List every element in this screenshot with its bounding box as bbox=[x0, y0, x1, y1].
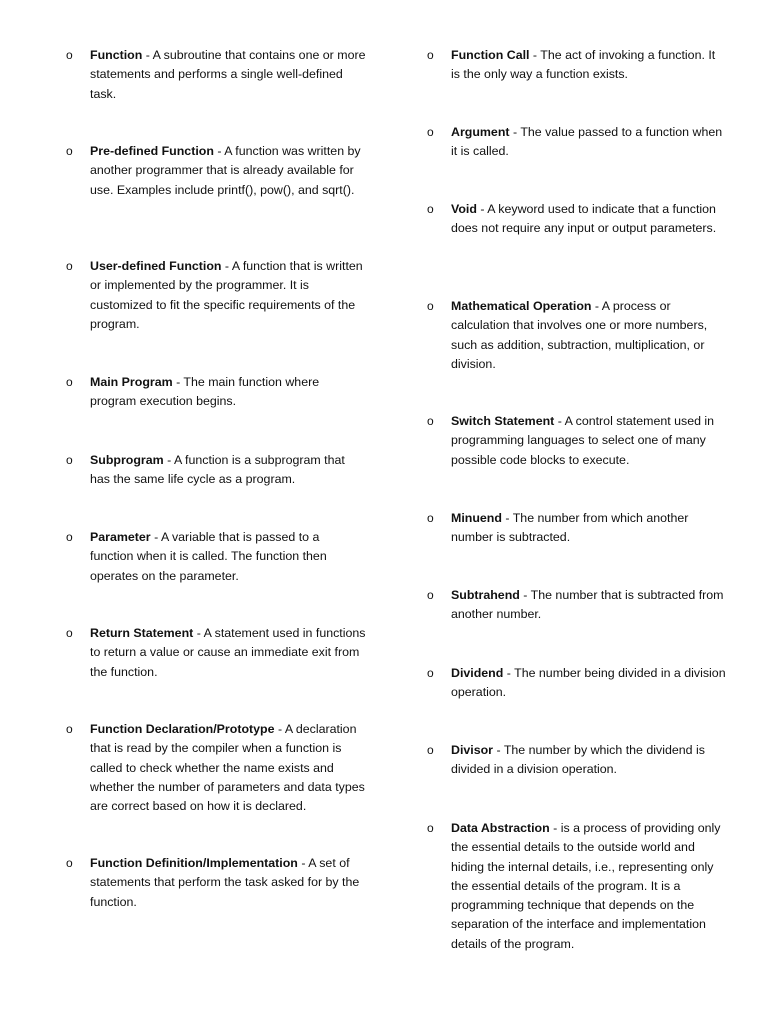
entry-definition: A process or calculation that involves one or more numbers, such as addition, subtraction, multiplication, or division. bbox=[451, 299, 708, 371]
entry-separator: - bbox=[297, 856, 309, 870]
entry-definition: A control statement used in programming languages to select one of many possible code blocks to execute. bbox=[451, 414, 715, 467]
entry-separator: - bbox=[193, 626, 204, 640]
entry-definition: The number being divided in a division operation. bbox=[451, 666, 726, 700]
bullet-marker: o bbox=[66, 144, 73, 158]
entry-separator: - bbox=[554, 414, 565, 428]
entry-text bbox=[451, 664, 727, 703]
entry-term: Pre-defined Function bbox=[90, 144, 214, 158]
entry-separator: - bbox=[493, 743, 504, 757]
entry-separator: - bbox=[213, 144, 225, 158]
bullet-marker: o bbox=[427, 821, 434, 835]
entry-term: Argument bbox=[451, 125, 510, 139]
entry-separator: - bbox=[503, 666, 515, 680]
entry-text bbox=[451, 741, 727, 780]
entry-text bbox=[451, 586, 727, 625]
entry-term: Minuend bbox=[451, 511, 502, 525]
bullet-marker: o bbox=[427, 511, 434, 525]
bullet-marker: o bbox=[66, 530, 73, 544]
entry-separator: - bbox=[519, 588, 531, 602]
entry-separator: - bbox=[163, 453, 174, 467]
bullet-marker: o bbox=[427, 202, 434, 216]
entry-separator: - bbox=[172, 375, 184, 389]
entry-term: User-defined Function bbox=[90, 259, 222, 273]
entry-separator: - bbox=[274, 722, 285, 736]
entry-text bbox=[90, 451, 366, 490]
entry-separator: - bbox=[142, 48, 153, 62]
bullet-marker: o bbox=[427, 588, 434, 602]
entry-term: Void bbox=[451, 202, 477, 216]
entry-term: Return Statement bbox=[90, 626, 194, 640]
bullet-marker: o bbox=[427, 743, 434, 757]
entry-separator: - bbox=[150, 530, 161, 544]
entry-separator: - bbox=[476, 202, 488, 216]
entry-definition: The value passed to a function when it is called. bbox=[451, 125, 723, 159]
entry-term: Function Declaration/Prototype bbox=[90, 722, 275, 736]
entry-text bbox=[451, 819, 727, 954]
entry-text bbox=[90, 257, 366, 334]
bullet-marker: o bbox=[427, 666, 434, 680]
bullet-marker: o bbox=[66, 48, 73, 62]
entry-text bbox=[90, 528, 366, 586]
entry-text bbox=[451, 297, 727, 374]
entry-definition: A subroutine that contains one or more statements and performs a single well-defined task. bbox=[90, 48, 366, 101]
entry-term: Subprogram bbox=[90, 453, 164, 467]
entry-definition: is a process of providing only the essential details to the outside world and hiding the internal details, i.e., representing only the essential details of the program. It is a programming technique that depends on the separation of the interface and implementation details of the program. bbox=[451, 821, 721, 951]
entry-separator: - bbox=[591, 299, 602, 313]
entry-term: Subtrahend bbox=[451, 588, 520, 602]
entry-text bbox=[90, 142, 366, 200]
bullet-marker: o bbox=[66, 259, 73, 273]
entry-definition: The act of invoking a function. It is the only way a function exists. bbox=[451, 48, 716, 82]
entry-separator: - bbox=[549, 821, 561, 835]
bullet-marker: o bbox=[66, 856, 73, 870]
bullet-marker: o bbox=[66, 722, 73, 736]
entry-term: Function Definition/Implementation bbox=[90, 856, 298, 870]
entry-definition: A declaration that is read by the compiler when a function is called to check whether the name exists and whether the number of parameters and data types are correct based on how it is declared. bbox=[90, 722, 365, 814]
entry-text bbox=[451, 509, 727, 548]
bullet-marker: o bbox=[427, 414, 434, 428]
entry-term: Main Program bbox=[90, 375, 173, 389]
entry-definition: The number that is subtracted from another number. bbox=[451, 588, 724, 622]
entry-text bbox=[90, 373, 366, 412]
entry-term: Function Call bbox=[451, 48, 530, 62]
entry-term: Parameter bbox=[90, 530, 151, 544]
entry-text bbox=[451, 46, 727, 85]
entry-text bbox=[90, 720, 366, 816]
entry-term: Function bbox=[90, 48, 143, 62]
bullet-marker: o bbox=[66, 453, 73, 467]
entry-term: Data Abstraction bbox=[451, 821, 550, 835]
entry-definition: A variable that is passed to a function when it is called. The function then operates on the parameter. bbox=[90, 530, 327, 583]
entry-text bbox=[451, 200, 727, 239]
entry-separator: - bbox=[529, 48, 541, 62]
entry-term: Divisor bbox=[451, 743, 494, 757]
entry-text bbox=[90, 46, 366, 104]
entry-definition: A keyword used to indicate that a function does not require any input or output parameters. bbox=[451, 202, 717, 236]
entry-separator: - bbox=[501, 511, 513, 525]
entry-definition: A set of statements that perform the task asked for by the function. bbox=[90, 856, 360, 909]
entry-term: Switch Statement bbox=[451, 414, 555, 428]
entry-definition: A function is a subprogram that has the same life cycle as a program. bbox=[90, 453, 345, 487]
entry-separator: - bbox=[509, 125, 521, 139]
entry-term: Dividend bbox=[451, 666, 504, 680]
entry-text bbox=[90, 854, 366, 912]
entry-separator: - bbox=[221, 259, 232, 273]
entry-definition: A statement used in functions to return a value or cause an immediate exit from the function. bbox=[90, 626, 366, 679]
entry-text bbox=[451, 412, 727, 470]
entry-term: Mathematical Operation bbox=[451, 299, 592, 313]
entry-text bbox=[90, 624, 366, 682]
bullet-marker: o bbox=[427, 125, 434, 139]
bullet-marker: o bbox=[66, 375, 73, 389]
entry-definition: A function that is written or implemented by the programmer. It is customized to fit the specific requirements of the program. bbox=[90, 259, 363, 331]
entry-definition: The number by which the dividend is divided in a division operation. bbox=[451, 743, 705, 777]
entry-definition: The number from which another number is subtracted. bbox=[451, 511, 689, 545]
bullet-marker: o bbox=[427, 48, 434, 62]
entry-text bbox=[451, 123, 727, 162]
bullet-marker: o bbox=[66, 626, 73, 640]
bullet-marker: o bbox=[427, 299, 434, 313]
entry-definition: The main function where program execution begins. bbox=[90, 375, 320, 409]
entry-definition: A function was written by another programmer that is already available for use. Examples include printf(), pow(), and sqrt(). bbox=[90, 144, 361, 197]
